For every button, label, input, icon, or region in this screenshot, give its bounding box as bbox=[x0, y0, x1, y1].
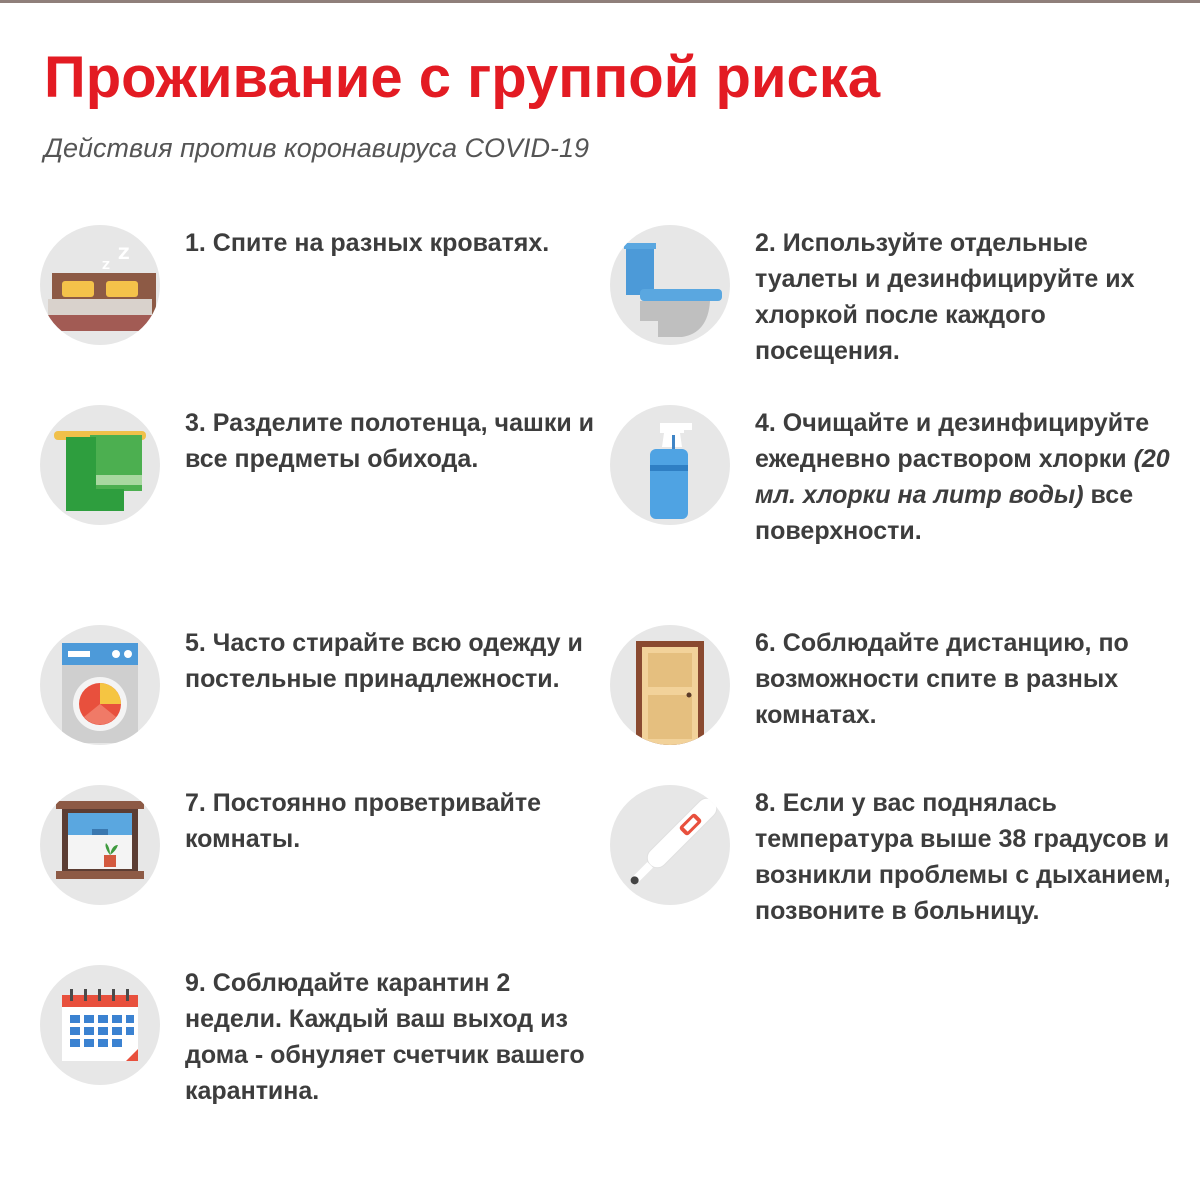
svg-text:Z: Z bbox=[102, 259, 110, 272]
svg-text:Z: Z bbox=[118, 244, 130, 263]
item-text: 6. Соблюдайте дистанцию, по возможности спите в разных комнатах. bbox=[755, 629, 1129, 729]
page-title: Проживание с группой риска bbox=[44, 45, 881, 110]
item-text: 9. Соблюдайте карантин 2 недели. Каждый ваш выход из дома - обнуляет счетчик вашего карантина. bbox=[185, 969, 585, 1105]
item-text: 4. Очищайте и дезинфицируйте ежедневно раствором хлорки (20 мл. хлорки на литр воды) все поверхности. bbox=[755, 409, 1170, 545]
bed-icon bbox=[40, 225, 160, 345]
top-divider bbox=[0, 0, 1200, 3]
thermometer-icon bbox=[610, 785, 730, 905]
item-text: 2. Используйте отдельные туалеты и дезинфицируйте их хлоркой после каждого посещения. bbox=[755, 229, 1135, 365]
towel-icon bbox=[40, 405, 160, 525]
toilet-icon bbox=[610, 225, 730, 345]
door-icon bbox=[610, 625, 730, 745]
item-text: 5. Часто стирайте всю одежду и постельные принадлежности. bbox=[185, 629, 583, 693]
window-icon bbox=[40, 785, 160, 905]
page-subtitle: Действия против коронавируса COVID-19 bbox=[44, 133, 590, 163]
item-text: 3. Разделите полотенца, чашки и все предметы обихода. bbox=[185, 409, 595, 473]
item-text: 8. Если у вас поднялась температура выше 38 градусов и возникли проблемы с дыханием, позвоните в больницу. bbox=[755, 789, 1171, 925]
item-text: 7. Постоянно проветривайте комнаты. bbox=[185, 789, 542, 853]
washing-machine-icon bbox=[40, 625, 160, 745]
item-text: 1. Спите на разных кроватях. bbox=[185, 229, 550, 257]
calendar-icon bbox=[40, 965, 160, 1085]
spray-bottle-icon bbox=[610, 405, 730, 525]
